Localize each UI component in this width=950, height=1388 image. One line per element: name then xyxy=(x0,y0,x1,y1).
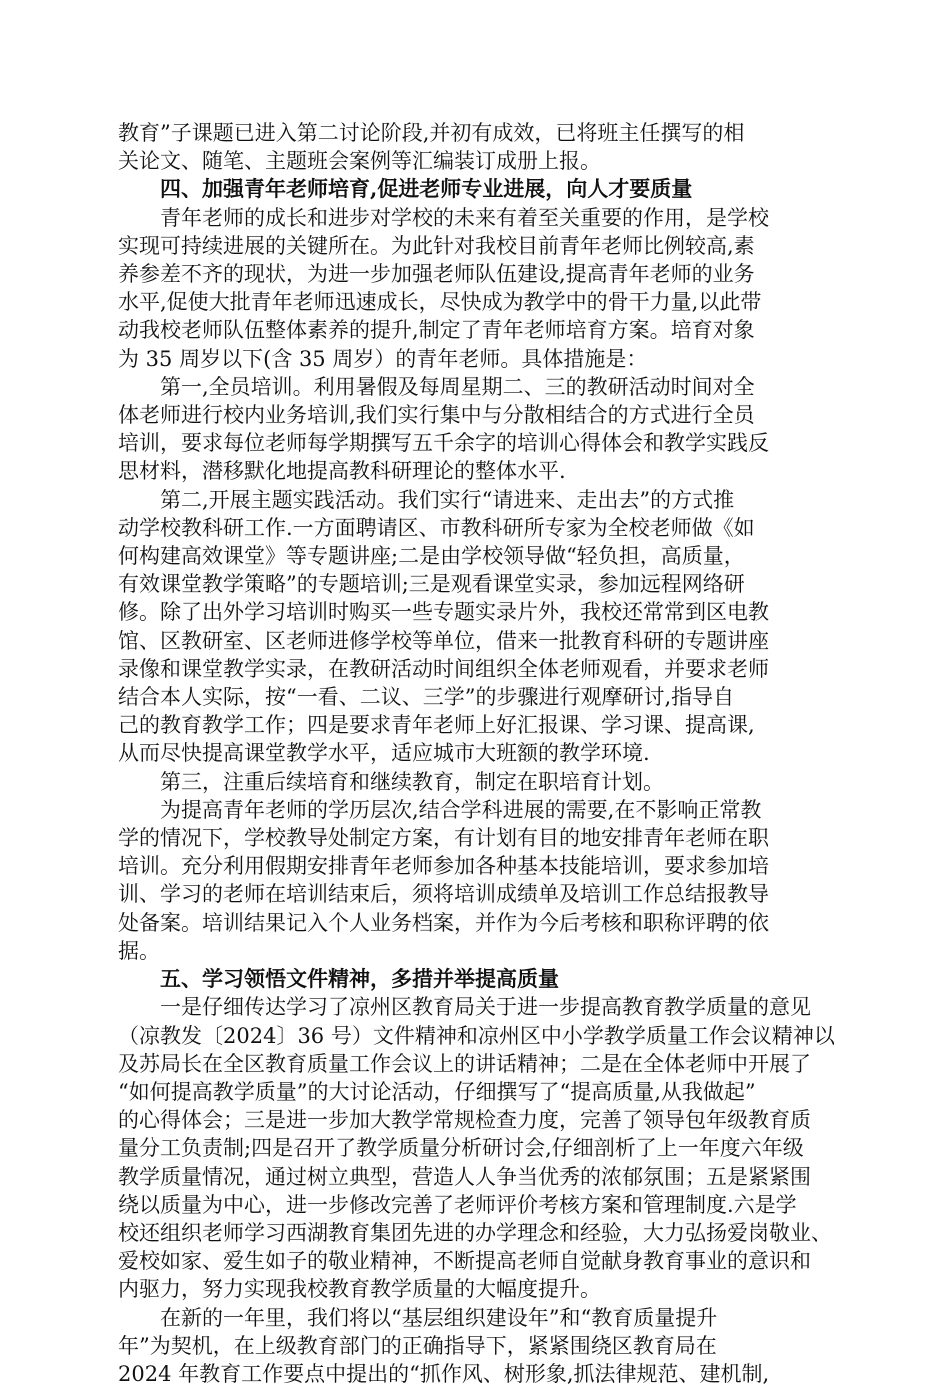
text-line: 思材料，潜移默化地提高教科研理论的整体水平. xyxy=(118,459,566,484)
text-line: 何构建高效课堂》等专题讲座;二是由学校领导做“轻负担，高质量， xyxy=(118,544,745,569)
text-line: 培训，要求每位老师每学期撰写五千余字的培训心得体会和教学实践反 xyxy=(118,431,769,456)
text-line: 爱校如家、爱生如子的敬业精神，不断提高老师自觉献身教育事业的意识和 xyxy=(118,1249,811,1274)
text-line: 水平,促使大批青年老师迅速成长，尽快成为教学中的骨干力量,以此带 xyxy=(118,290,762,315)
text-line: 录像和课堂教学实录，在教研活动时间组织全体老师观看，并要求老师 xyxy=(118,656,769,681)
text-line: 年”为契机，在上级教育部门的正确指导下，紧紧围绕区教育局在 xyxy=(118,1333,717,1358)
document-body xyxy=(118,119,858,1388)
text-line: 第三，注重后续培育和继续教育，制定在职培育计划。 xyxy=(160,769,664,794)
text-line: 在新的一年里，我们将以“基层组织建设年”和“教育质量提升 xyxy=(160,1305,718,1330)
text-line: 的心得体会；三是进一步加大教学常规检查力度，完善了领导包年级教育质 xyxy=(118,1108,811,1133)
text-line: 校还组织老师学习西湖教育集团先进的办学理念和经验，大力弘扬爱岗敬业、 xyxy=(118,1220,832,1245)
text-line: 学的情况下，学校教导处制定方案，有计划有目的地安排青年老师在职 xyxy=(118,826,769,851)
text-line: 训、学习的老师在培训结束后，须将培训成绩单及培训工作总结报教导 xyxy=(118,882,769,907)
text-line: 从而尽快提高课堂教学水平，适应城市大班额的教学环境. xyxy=(118,741,650,766)
text-line: 馆、区教研室、区老师进修学校等单位，借来一批教育科研的专题讲座 xyxy=(118,628,769,653)
text-line: 绕以质量为中心，进一步修改完善了老师评价考核方案和管理制度.六是学 xyxy=(118,1192,797,1217)
text-line: 为 35 周岁以下(含 35 周岁）的青年老师。具体措施是： xyxy=(118,346,648,371)
text-line: （凉教发〔2024〕36 号）文件精神和凉州区中小学教学质量工作会议精神以 xyxy=(118,1023,835,1048)
text-line: 实现可持续进展的关键所在。为此针对我校目前青年老师比例较高,素 xyxy=(118,233,755,258)
text-line: 有效课堂教学策略”的专题培训;三是观看课堂实录，参加远程网络研 xyxy=(118,572,745,597)
text-line: 养参差不齐的现状，为进一步加强老师队伍建设,提高青年老师的业务 xyxy=(118,262,755,287)
text-line: 为提高青年老师的学历层次,结合学科进展的需要,在不影响正常教 xyxy=(160,797,762,822)
text-line: 第二,开展主题实践活动。我们实行“请进来、走出去”的方式推 xyxy=(160,487,735,512)
text-line: 己的教育教学工作；四是要求青年老师上好汇报课、学习课、提高课, xyxy=(118,713,755,738)
text-line: 内驱力，努力实现我校教育教学质量的大幅度提升。 xyxy=(118,1277,601,1302)
text-line: 教育”子课题已进入第二讨论阶段,并初有成效，已将班主任撰写的相 xyxy=(118,121,745,145)
text-line: 2024 年教育工作要点中提出的“抓作风、树形象,抓法律规范、建机制, xyxy=(118,1361,770,1386)
text-line: 及苏局长在全区教育质量工作会议上的讲话精神；二是在全体老师中开展了 xyxy=(118,1051,811,1076)
section-heading: 五、学习领悟文件精神，多措并举提高质量 xyxy=(160,966,559,992)
text-line: 量分工负责制;四是召开了教学质量分析研讨会,仔细剖析了上一年度六年级 xyxy=(118,1136,804,1161)
text-line: 体老师进行校内业务培训,我们实行集中与分散相结合的方式进行全员 xyxy=(118,403,755,428)
text-line: 第一,全员培训。利用暑假及每周星期二、三的教研活动时间对全 xyxy=(160,374,755,399)
text-line: 培训。充分利用假期安排青年老师参加各种基本技能培训，要求参加培 xyxy=(118,854,769,879)
section-heading: 四、加强青年老师培育,促进老师专业进展，向人才要质量 xyxy=(160,176,693,202)
text-line: 教学质量情况，通过树立典型，营造人人争当优秀的浓郁氛围；五是紧紧围 xyxy=(118,1164,811,1189)
text-line: 青年老师的成长和进步对学校的未来有着至关重要的作用，是学校 xyxy=(160,205,769,230)
text-line: 关论文、随笔、主题班会案例等汇编装订成册上报。 xyxy=(118,149,601,174)
text-line: 动学校教科研工作.一方面聘请区、市教科研所专家为全校老师做《如 xyxy=(118,515,755,540)
text-line: 处备案。培训结果记入个人业务档案，并作为今后考核和职称评聘的依 xyxy=(118,910,769,935)
text-line: 结合本人实际，按“一看、二议、三学”的步骤进行观摩研讨,指导自 xyxy=(118,685,735,710)
text-line: 动我校老师队伍整体素养的提升,制定了青年老师培育方案。培育对象 xyxy=(118,318,755,343)
text-line: 据。 xyxy=(118,938,160,963)
text-line: 修。除了出外学习培训时购买一些专题实录片外，我校还常常到区电教 xyxy=(118,600,769,625)
text-line: “如何提高教学质量”的大讨论活动，仔细撰写了“提高质量,从我做起” xyxy=(118,1079,756,1104)
text-line: 一是仔细传达学习了凉州区教育局关于进一步提高教育教学质量的意见 xyxy=(160,995,811,1020)
